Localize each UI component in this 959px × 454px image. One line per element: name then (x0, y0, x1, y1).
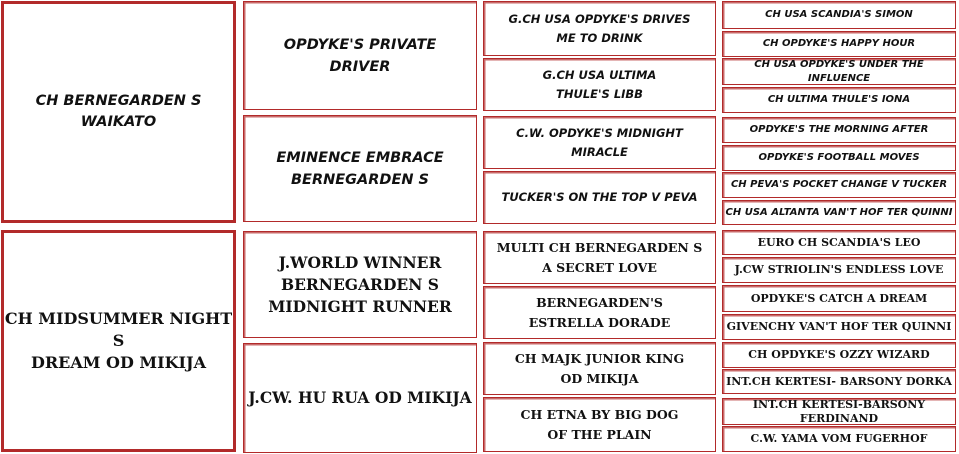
gen3-name: BERNEGARDEN'S ESTRELLA DORADE (528, 294, 671, 330)
gen4-name: CH USA SCANDIA'S SIMON (765, 9, 913, 20)
gen4-name: J.CW STRIOLIN'S ENDLESS LOVE (734, 263, 944, 276)
gen4-box (722, 257, 956, 283)
gen4-name: CH OPDYKE'S HAPPY HOUR (762, 38, 916, 49)
gen3-name: CH ETNA BY BIG DOG OF THE PLAIN (520, 406, 679, 442)
gen4-name: CH USA ALTANTA VAN'T HOF TER QUINNI (725, 206, 953, 218)
dam-dam-box (243, 343, 477, 453)
gen3-box (483, 286, 716, 339)
gen3-name: G.CH USA ULTIMA THULE'S LIBB (542, 67, 657, 101)
gen4-name: CH OPDYKE'S OZZY WIZARD (748, 348, 930, 361)
gen4-name: EURO CH SCANDIA'S LEO (757, 235, 921, 249)
gen3-box (483, 171, 716, 224)
gen4-name: CH PEVA'S POCKET CHANGE V TUCKER (730, 179, 948, 190)
gen3-name: G.CH USA OPDYKE'S DRIVES ME TO DRINK (508, 11, 691, 45)
dam-dam-name: J.CW. HU RUA OD MIKIJA (248, 388, 472, 407)
gen4-box (722, 314, 956, 340)
gen4-box (722, 1, 956, 29)
gen3-name: TUCKER'S ON THE TOP V PEVA (501, 190, 698, 204)
dam-sire-box (243, 231, 477, 338)
gen4-name: OPDYKE'S THE MORNING AFTER (749, 124, 929, 135)
gen3-box (483, 1, 716, 56)
gen3-box (483, 397, 716, 452)
gen4-name: OPDYKE'S FOOTBALL MOVES (758, 152, 920, 163)
gen4-name: C.W. YAMA VOM FUGERHOF (750, 432, 928, 445)
gen4-name: INT.CH KERTESI- BARSONY DORKA (726, 374, 952, 388)
gen4-name: OPDYKE'S CATCH A DREAM (750, 291, 928, 305)
gen4-box (722, 31, 956, 57)
sire-box (1, 1, 236, 223)
gen4-name: CH ULTIMA THULE'S IONA (767, 94, 911, 105)
sire-sire-name: OPDYKE'S PRIVATE DRIVER (283, 36, 437, 75)
gen3-name: CH MAJK JUNIOR KING OD MIKIJA (514, 350, 685, 386)
gen3-name: C.W. OPDYKE'S MIDNIGHT MIRACLE (516, 125, 683, 159)
gen4-box (722, 285, 956, 312)
sire-sire-box (243, 1, 477, 110)
gen3-box (483, 342, 716, 395)
gen4-name: INT.CH KERTESI-BARSONY FERDINAND (752, 398, 926, 425)
gen4-name: GIVENCHY VAN'T HOF TER QUINNI (726, 320, 952, 333)
dam-sire-name: J.WORLD WINNER BERNEGARDEN S MIDNIGHT RUNNER (268, 252, 452, 316)
gen4-name: CH USA OPDYKE'S UNDER THE INFLUENCE (754, 58, 924, 84)
gen4-box (722, 230, 956, 255)
sire-dam-name: EMINENCE EMBRACE BERNEGARDEN S (276, 149, 444, 188)
gen4-box (722, 200, 956, 225)
sire-dam-box (243, 115, 477, 222)
gen3-name: MULTI CH BERNEGARDEN S A SECRET LOVE (496, 239, 703, 275)
gen4-box (722, 87, 956, 113)
gen3-box (483, 231, 716, 284)
gen4-box (722, 398, 956, 425)
gen4-box (722, 58, 956, 85)
gen4-box (722, 426, 956, 452)
gen4-box (722, 117, 956, 143)
dam-name: CH MIDSUMMER NIGHT S DREAM OD MIKIJA (4, 309, 233, 372)
gen4-box (722, 342, 956, 368)
gen4-box (722, 369, 956, 394)
gen4-box (722, 172, 956, 198)
gen3-box (483, 116, 716, 169)
gen3-box (483, 58, 716, 111)
dam-box (1, 230, 236, 452)
gen4-box (722, 145, 956, 171)
sire-name: CH BERNEGARDEN S WAIKATO (35, 93, 202, 130)
